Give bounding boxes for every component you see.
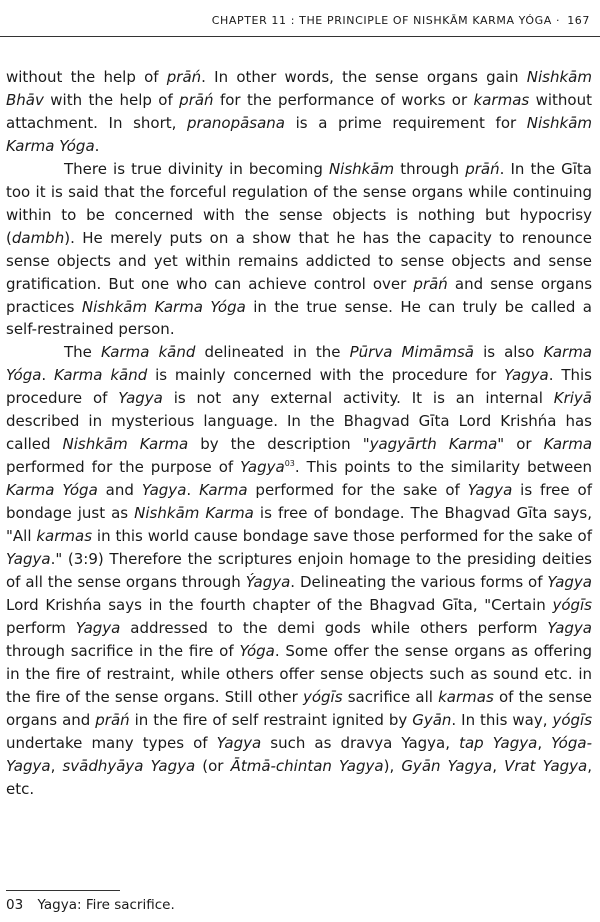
text-run: is free of bondage just as xyxy=(6,481,592,523)
italic-term: Kriyā xyxy=(553,389,592,408)
italic-term: Karma xyxy=(199,481,248,500)
text-run: ." (3:9) Therefore the scriptures enjoin homage to the presiding deities of all the sense organs through xyxy=(6,550,592,591)
text-run: undertake many types of xyxy=(6,733,217,752)
footnote-number: 03 xyxy=(6,897,24,913)
footnote-rule xyxy=(6,890,120,891)
italic-term: tap Yagya xyxy=(459,733,538,752)
italic-term: Yagya xyxy=(504,366,549,385)
text-run: through sacrifice in the fire of xyxy=(6,641,240,660)
text-run: without attachment. In short, xyxy=(6,90,592,132)
text-run: is not any external activity. It is an internal xyxy=(162,389,554,408)
text-run: ), xyxy=(383,756,402,775)
italic-term: pranopāsana xyxy=(187,113,285,132)
text-run: performed for the purpose of xyxy=(6,458,241,477)
footnote xyxy=(6,895,175,915)
italic-term: Nishkām Karma Yóga xyxy=(6,113,592,155)
paragraph-2 xyxy=(6,158,592,342)
italic-term: Nishkām Karma xyxy=(62,435,189,454)
text-run: . xyxy=(41,366,55,385)
text-run: perform xyxy=(6,618,76,637)
text-run: in this world cause bondage save those performed for the sake of xyxy=(92,527,592,546)
italic-term: yógīs xyxy=(302,687,343,706)
italic-term: Karma kānd xyxy=(100,343,196,362)
italic-term: prāń xyxy=(413,274,448,293)
italic-term: Yagya xyxy=(118,389,163,408)
text-run: and xyxy=(97,481,142,500)
text-run: ). He merely puts on a show that he has the capacity to renounce sense objects and yet within remains addicted to sense objects and sense gratification. But one who can achieve control over xyxy=(6,228,592,293)
text-run: delineated in the xyxy=(195,343,350,362)
text-run: Lord Krishńa says in the fourth chapter of the Bhagvad Gīta, "Certain xyxy=(6,595,553,614)
text-run: without the help of xyxy=(6,68,167,86)
italic-term: yógīs xyxy=(552,710,593,729)
italic-term: Ýagya xyxy=(245,572,291,591)
chapter-title: CHAPTER 11 : THE PRINCIPLE OF NISHKĀM KARMA YÓGA · xyxy=(211,14,561,27)
text-run: . Delineating the various forms of xyxy=(290,572,548,591)
italic-term: Pūrva Mimāmsā xyxy=(349,343,474,362)
italic-term: Karma kānd xyxy=(54,366,148,385)
italic-term: Yagya xyxy=(6,550,51,569)
italic-term: Yóga-Yagya xyxy=(6,733,592,775)
italic-term: Yóga xyxy=(239,641,275,660)
footnote-text: Yagya: Fire sacrifice. xyxy=(37,897,175,913)
italic-term: prāń xyxy=(166,68,202,86)
text-run: in the fire of self restraint ignited by xyxy=(129,710,413,729)
text-run: is free of bondage. The Bhagvad Gīta says, "All xyxy=(6,504,592,546)
text-run: through xyxy=(394,159,466,178)
text-run: . This points to the similarity between xyxy=(294,458,592,477)
text-run: . In other words, the sense organs gain xyxy=(201,68,527,86)
italic-term: Yagya xyxy=(240,458,285,477)
footnote-ref: 03 xyxy=(284,459,295,469)
text-run: , etc. xyxy=(6,756,593,798)
italic-term: Gyān Yagya xyxy=(401,756,493,775)
text-run: . Some offer the sense organs as offering in the fire of restraint, while others offer sense objects such as sound etc. in the fire of the sense organs. Still other xyxy=(6,641,592,706)
italic-term: Karma xyxy=(543,435,593,454)
text-run: , xyxy=(492,756,505,775)
text-run: and sense organs practices xyxy=(6,274,593,316)
italic-term: Karma Yóga xyxy=(6,481,98,500)
italic-term: prāń xyxy=(179,90,214,109)
text-run: such as dravya Yagya, xyxy=(261,733,460,752)
italic-term: yógīs xyxy=(552,595,592,614)
italic-term: Nishkām Karma Yóga xyxy=(81,297,246,316)
text-run: . This procedure of xyxy=(6,366,592,408)
header-rule xyxy=(0,36,600,37)
paragraph-1 xyxy=(6,66,592,158)
italic-term: karmas xyxy=(473,90,530,109)
italic-term: Yagya xyxy=(216,733,262,752)
italic-term: dambh xyxy=(11,228,65,247)
text-run: described in mysterious language. In the Bhagvad Gīta Lord Krishńa has called xyxy=(6,412,592,454)
running-head xyxy=(212,14,590,27)
text-run: is a prime requirement for xyxy=(285,113,527,132)
italic-term: Karma Yóga xyxy=(6,343,592,385)
italic-term: prāń xyxy=(95,710,130,729)
italic-term: Yagya xyxy=(547,572,592,591)
italic-term: karmas xyxy=(36,527,93,546)
text-run: performed for the sake of xyxy=(247,481,468,500)
text-run: . In the Gīta too it is said that the forceful regulation of the sense organs while continuing within to be concerned with the sense objects is nothing but hypocrisy ( xyxy=(6,159,592,247)
italic-term: Vrat Yagya xyxy=(504,756,588,775)
text-run: (or xyxy=(195,756,231,775)
text-run: is also xyxy=(474,343,544,362)
text-run: of the sense organs and xyxy=(6,687,592,729)
italic-term: yagyārth Karma xyxy=(369,435,498,454)
italic-term: svādhyāya Yagya xyxy=(62,756,196,775)
text-run: The xyxy=(64,343,101,362)
italic-term: Gyān xyxy=(412,710,452,729)
italic-term: karmas xyxy=(438,687,494,706)
paragraph-3 xyxy=(6,341,592,800)
text-run: . xyxy=(94,136,100,155)
text-run: , xyxy=(537,733,552,752)
text-run: There is true divinity in becoming xyxy=(64,159,329,178)
text-run: , xyxy=(50,756,63,775)
text-run: by the description " xyxy=(188,435,370,454)
italic-term: Ātmā-chintan Yagya xyxy=(230,756,384,775)
text-run: with the help of xyxy=(43,90,180,109)
italic-term: prāń xyxy=(465,159,500,178)
text-run: for the performance of works or xyxy=(213,90,474,109)
text-run: " or xyxy=(497,435,544,454)
italic-term: Yagya xyxy=(467,481,513,500)
body-text xyxy=(6,66,592,801)
text-run: in the true sense. He can truly be called a self-restrained person. xyxy=(6,297,592,339)
italic-term: Nishkām Karma xyxy=(134,504,254,523)
italic-term: Nishkām xyxy=(328,159,395,178)
text-run: addressed to the demi gods while others perform xyxy=(120,618,548,637)
text-run: sacrifice all xyxy=(342,687,439,706)
text-run: . In this way, xyxy=(451,710,553,729)
text-run: . xyxy=(186,481,200,500)
italic-term: Nishkām Bhāv xyxy=(6,68,592,109)
page-number: 167 xyxy=(567,14,590,27)
text-run: is mainly concerned with the procedure for xyxy=(147,366,505,385)
italic-term: Yagya xyxy=(547,618,592,637)
italic-term: Yagya xyxy=(141,481,187,500)
italic-term: Yagya xyxy=(75,618,121,637)
